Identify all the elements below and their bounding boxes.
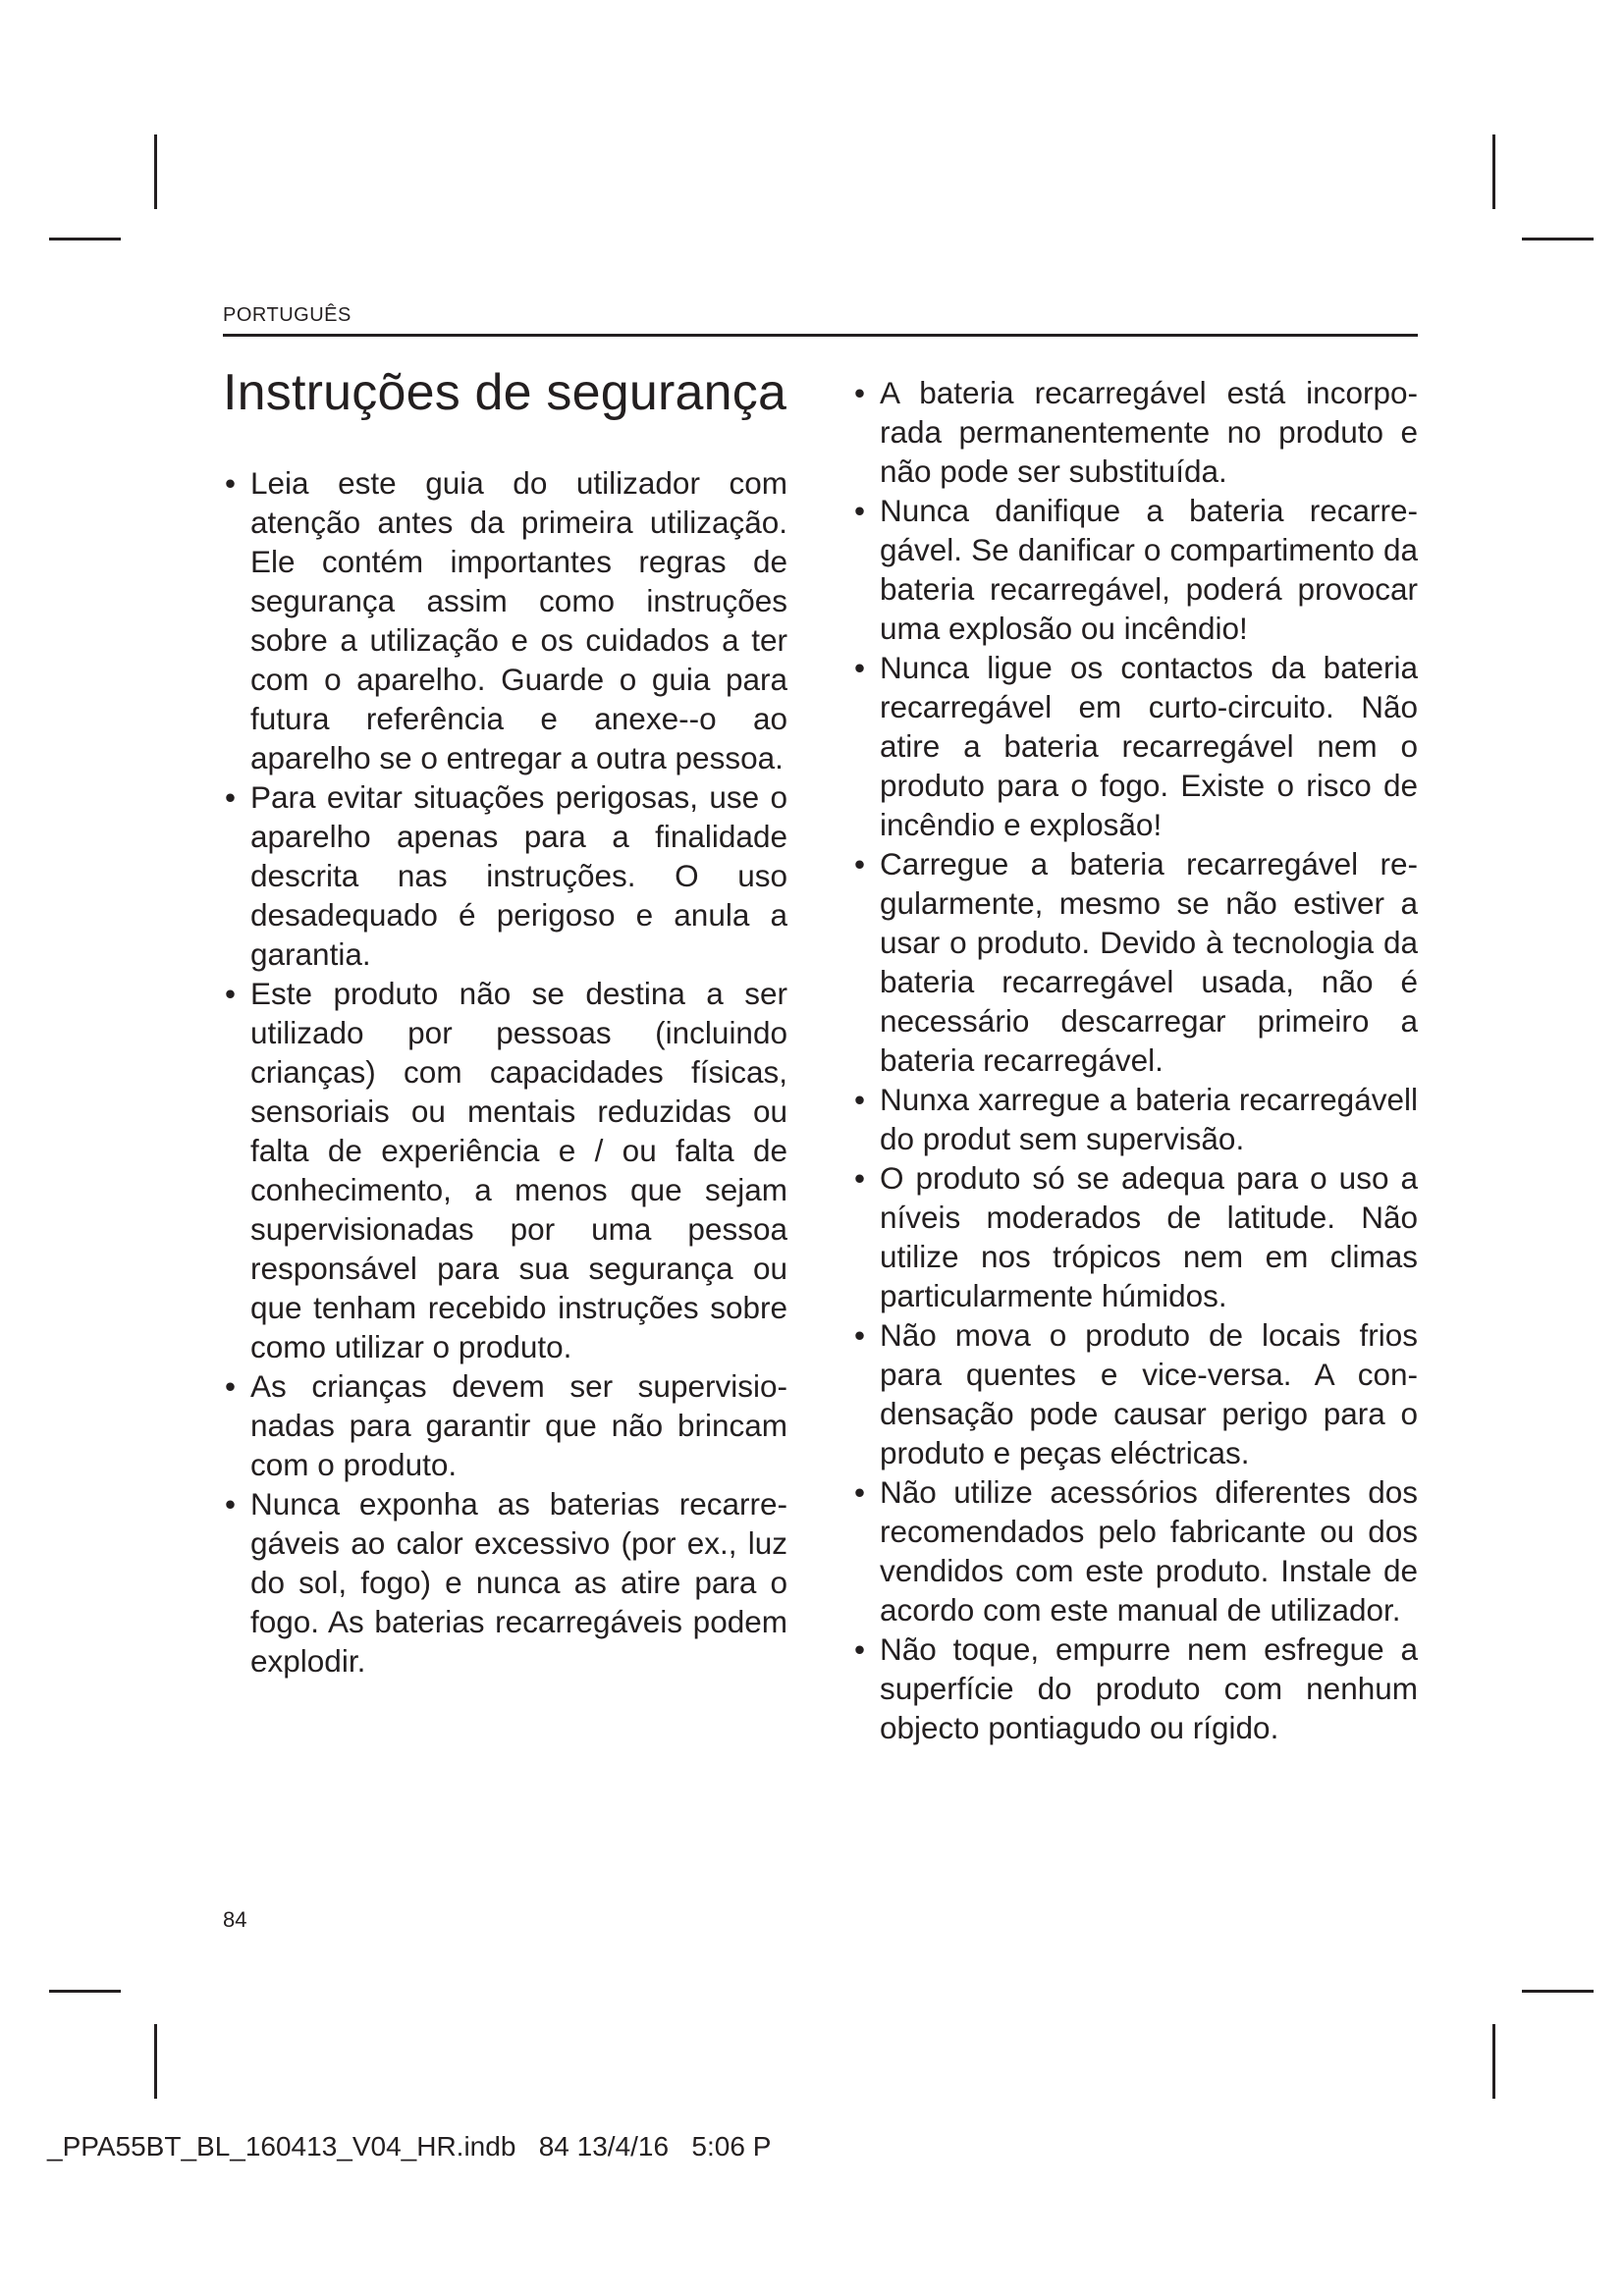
list-item-text: Nunca ligue os contactos da bateria recarregável em curto-circuito. Não atire a bateria recarregável nem o produto para o fogo. Existe o risco de incêndio e explosão! — [880, 650, 1418, 842]
list-item — [852, 491, 1418, 648]
bullet: • — [854, 1160, 866, 1196]
list-item-text: Não mova o produto de locais frios para quentes e vice-versa. A condensação pode causar perigo para o produto e peças eléctricas. — [880, 1317, 1418, 1470]
bullet: • — [225, 465, 237, 501]
safety-list-left — [223, 463, 787, 1681]
crop-mark — [1522, 1990, 1594, 1993]
list-item — [852, 648, 1418, 844]
right-column — [852, 373, 1418, 1747]
list-item-text: Nunxa xarregue a bateria recarregávell do produt sem supervisão. — [880, 1082, 1418, 1156]
section-label: PORTUGUÊS — [223, 304, 352, 326]
bullet: • — [854, 493, 866, 528]
bullet: • — [225, 779, 237, 815]
crop-mark — [154, 134, 157, 209]
list-item — [852, 1315, 1418, 1472]
bullet: • — [225, 976, 237, 1011]
page-title: Instruções de segurança — [223, 364, 787, 421]
crop-mark — [49, 238, 121, 240]
list-item — [223, 777, 787, 974]
list-item — [852, 1158, 1418, 1315]
list-item — [852, 1080, 1418, 1158]
list-item-text: Carregue a bateria recarregável regularmente, mesmo se não estiver a usar o produto. Devido à tecnologia da bateria recarregável usada, não é necessário descarregar primeiro a bateria recarregável. — [880, 846, 1418, 1078]
bullet: • — [854, 1082, 866, 1117]
list-item-text: Este produto não se destina a ser utilizado por pessoas (incluindo crianças) com capacidades físicas, sensoriais ou mentais reduzidas ou falta de experiência e / ou falta de conhecimento, a menos que sejam supervisionadas por uma pessoa responsável para sua segurança ou que tenham recebido instruções sobre como utilizar o produto. — [250, 976, 787, 1364]
bullet: • — [854, 1631, 866, 1667]
crop-mark — [1492, 134, 1495, 209]
list-item-text: As crianças devem ser supervisionadas para garantir que não brincam com o produto. — [250, 1368, 787, 1482]
crop-mark — [49, 1990, 121, 1993]
list-item — [852, 1472, 1418, 1629]
left-column — [223, 463, 787, 1681]
list-item — [852, 1629, 1418, 1747]
list-item — [852, 844, 1418, 1080]
list-item-text: Nunca exponha as baterias recarregáveis ao calor excessivo (por ex., luz do sol, fogo) e nunca as atire para o fogo. As baterias recarregáveis podem explodir. — [250, 1486, 787, 1679]
bullet: • — [854, 650, 866, 685]
list-item — [223, 974, 787, 1366]
list-item-text: Não toque, empurre nem esfregue a superfície do produto com nenhum objecto pontiagudo ou rígido. — [880, 1631, 1418, 1745]
list-item — [223, 1366, 787, 1484]
header-rule — [223, 334, 1418, 337]
bullet: • — [854, 375, 866, 410]
bullet: • — [854, 1474, 866, 1510]
list-item — [852, 373, 1418, 491]
bullet: • — [225, 1368, 237, 1404]
crop-mark — [1492, 2024, 1495, 2099]
list-item-text: O produto só se adequa para o uso a níveis moderados de latitude. Não utilize nos trópicos nem em climas particularmente húmidos. — [880, 1160, 1418, 1313]
list-item — [223, 1484, 787, 1681]
bullet: • — [854, 846, 866, 881]
bullet: • — [854, 1317, 866, 1353]
print-slug: _PPA55BT_BL_160413_V04_HR.indb 84 13/4/16 5:06 P — [47, 2131, 772, 2162]
list-item-text: Leia este guia do utilizador com atenção antes da primeira utilização. Ele contém importantes regras de segurança assim como instruções sobre a utilização e os cuidados a ter com o aparelho. Guarde o guia para futura referência e anexe--o ao aparelho se o entregar a outra pessoa. — [250, 465, 787, 775]
crop-mark — [154, 2024, 157, 2099]
crop-mark — [1522, 238, 1594, 240]
safety-list-right — [852, 373, 1418, 1747]
list-item-text: Para evitar situações perigosas, use o aparelho apenas para a finalidade descrita nas instruções. O uso desadequado é perigoso e anula a garantia. — [250, 779, 787, 972]
list-item-text: A bateria recarregável está incorporada permanentemente no produto e não pode ser substituída. — [880, 375, 1418, 489]
list-item-text: Nunca danifique a bateria recarregável. Se danificar o compartimento da bateria recarregável, poderá provocar uma explosão ou incêndio! — [880, 493, 1418, 646]
list-item — [223, 463, 787, 777]
list-item-text: Não utilize acessórios diferentes dos recomendados pelo fabricante ou dos vendidos com este produto. Instale de acordo com este manual de utilizador. — [880, 1474, 1418, 1628]
bullet: • — [225, 1486, 237, 1522]
page-number: 84 — [223, 1907, 247, 1932]
